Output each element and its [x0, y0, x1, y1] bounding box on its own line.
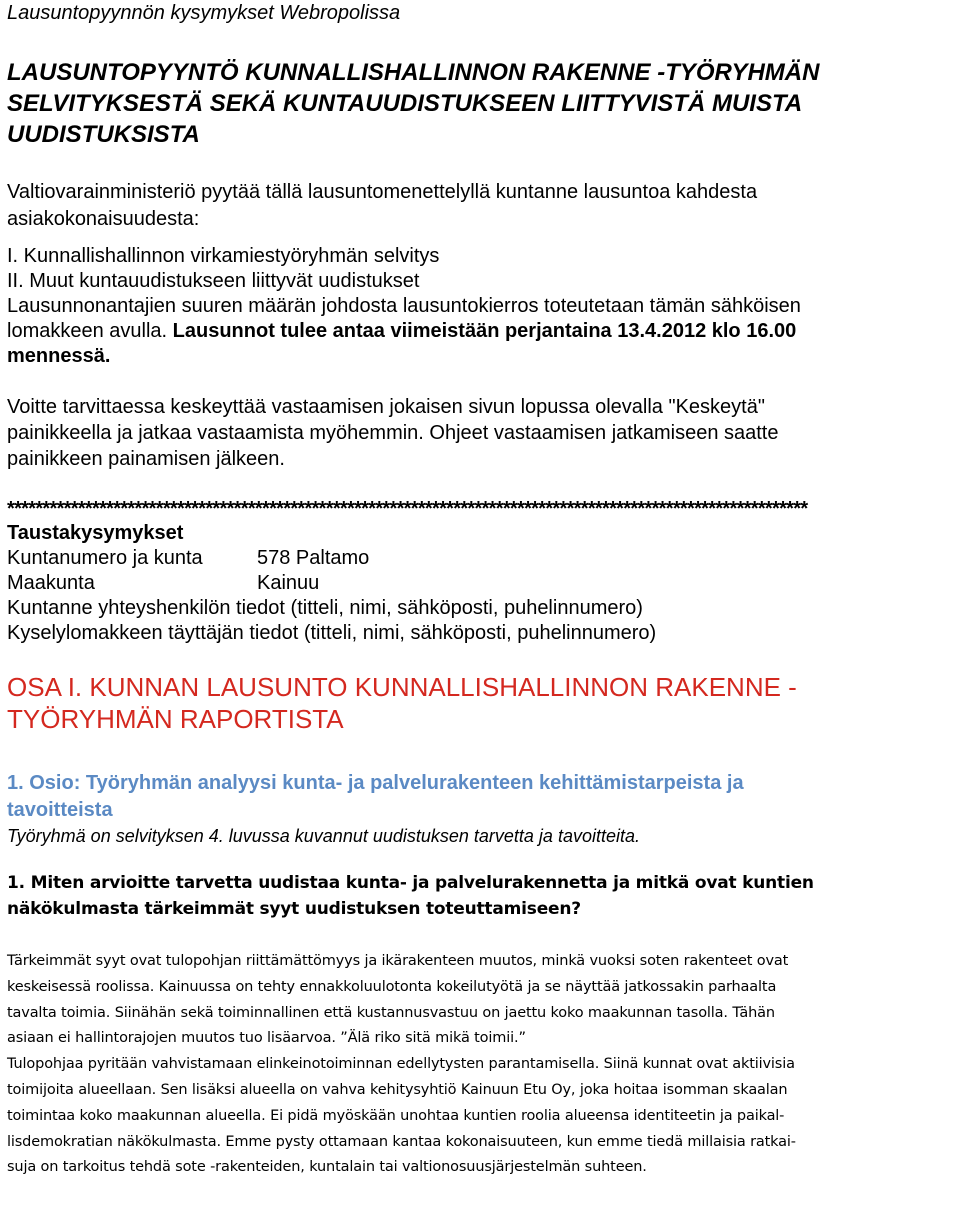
question-line: näkökulmasta tärkeimmät syyt uudistuksen toteuttamiseen?: [7, 899, 581, 919]
row-label: Maakunta: [7, 572, 95, 594]
answer-line: suja on tarkoitus tehdä sote -rakenteiden, kuntalain tai valtionosuusjärjestelmän suhteen.: [7, 1159, 647, 1176]
question: [7, 870, 957, 922]
section-title-line: 1. Osio: Työryhmän analyysi kunta- ja palvelurakenteen kehittämistarpeista ja: [7, 772, 744, 794]
row-value: Kainuu: [257, 572, 320, 594]
deadline-line: [7, 319, 957, 344]
respondent-info-line: Kyselylomakkeen täyttäjän tiedot (titteli, nimi, sähköposti, puhelinnumero): [7, 622, 657, 644]
part-title-line: OSA I. KUNNAN LAUSUNTO KUNNALLISHALLINNON RAKENNE -: [7, 672, 797, 702]
answer-line: Tulopohjaa pyritään vahvistamaan elinkeinotoiminnan edellytysten parantamisella. Siinä kunnat ovat aktiivisia: [7, 1056, 795, 1073]
section-title: [7, 770, 957, 824]
instructions-line: painikkeen painamisen jälkeen.: [7, 448, 285, 470]
part-title: [7, 671, 957, 735]
contact-info-line: Kuntanne yhteyshenkilön tiedot (titteli, nimi, sähköposti, puhelinnumero): [7, 597, 643, 619]
answer-line: toimijoita alueellaan. Sen lisäksi alueella on vahva kehitysyhtiö Kainuun Etu Oy, joka hoitaa isomman skaalan: [7, 1081, 788, 1098]
document-title-line: UUDISTUKSISTA: [7, 121, 200, 148]
background-heading: Taustakysymykset: [7, 522, 184, 544]
section-title-line: tavoitteista: [7, 799, 113, 821]
intro-line: asiakokonaisuudesta:: [7, 208, 200, 230]
deadline-emphasis: Lausunnot tulee antaa viimeistään perjantaina 13.4.2012 klo 16.00: [172, 320, 797, 342]
answer-line: toimintaa koko maakunnan alueella. Ei pidä myöskään unohtaa kuntien roolia alueensa identiteetin ja paikal-: [7, 1107, 785, 1124]
answer-line: Tärkeimmät syyt ovat tulopohjan riittämättömyys ja ikärakenteen muutos, minkä vuoksi soten rakenteet ovat: [7, 953, 789, 969]
row-value: 578 Paltamo: [257, 547, 370, 569]
intro-paragraph: [7, 179, 957, 233]
document-title-line: SELVITYKSESTÄ SEKÄ KUNTAUUDISTUKSEEN LIITTYVISTÄ MUISTA: [7, 90, 803, 117]
intro-line: Valtiovarainministeriö pyytää tällä lausuntomenettelyllä kuntanne lausuntoa kahdesta: [7, 181, 758, 203]
row-label: Kuntanumero ja kunta: [7, 547, 203, 569]
part-title-line: TYÖRYHMÄN RAPORTISTA: [7, 704, 344, 734]
list-item: II. Muut kuntauudistukseen liittyvät uudistukset: [7, 270, 420, 292]
section-subtitle: Työryhmä on selvityksen 4. luvussa kuvannut uudistuksen tarvetta ja tavoitteita.: [7, 826, 640, 846]
background-row: [7, 546, 957, 571]
page-header: Lausuntopyynnön kysymykset Webropolissa: [7, 2, 401, 24]
answer-line: keskeisessä roolissa. Kainuussa on tehty ennakkoluulotonta kokeilutyötä ja se näyttää jatkossakin parhaalta: [7, 978, 777, 995]
instructions-paragraph: [7, 394, 957, 472]
background-row: [7, 571, 957, 596]
deadline-emphasis: mennessä.: [7, 345, 111, 367]
instructions-line: painikkeella ja jatkaa vastaamista myöhemmin. Ohjeet vastaamisen jatkamiseen saatte: [7, 422, 779, 444]
answer-line: tavalta toimia. Siinähän sekä toiminnallinen että kustannusvastuu on jaettu koko maakunnan tasolla. Tähän: [7, 1004, 775, 1021]
document-title: [7, 57, 957, 150]
answer-line: lisdemokratian näkökulmasta. Emme pysty ottamaan kantaa kokonaisuuteen, kun emme tiedä millaisia ratkai-: [7, 1133, 796, 1150]
instructions-line: Voitte tarvittaessa keskeyttää vastaamisen jokaisen sivun lopussa olevalla "Keskeytä": [7, 396, 765, 418]
question-line: 1. Miten arvioitte tarvetta uudistaa kunta- ja palvelurakennetta ja mitkä ovat kuntien: [7, 873, 814, 893]
deadline-paragraph: [7, 294, 957, 369]
list-item: I. Kunnallishallinnon virkamiestyöryhmän selvitys: [7, 245, 440, 267]
answer-text: [7, 949, 957, 1181]
document-page: [7, 0, 957, 1181]
asterisk-separator: *****************************************************************************************************************: [7, 498, 808, 518]
answer-line: asiaan ei hallintorajojen muutos tuo lisäarvoa. ”Älä riko sitä mikä toimii.”: [7, 1030, 526, 1047]
deadline-text: lomakkeen avulla.: [7, 320, 173, 342]
document-title-line: LAUSUNTOPYYNTÖ KUNNALLISHALLINNON RAKENNE -TYÖRYHMÄN: [7, 59, 820, 86]
deadline-line: Lausunnonantajien suuren määrän johdosta lausuntokierros toteutetaan tämän sähköisen: [7, 295, 801, 317]
